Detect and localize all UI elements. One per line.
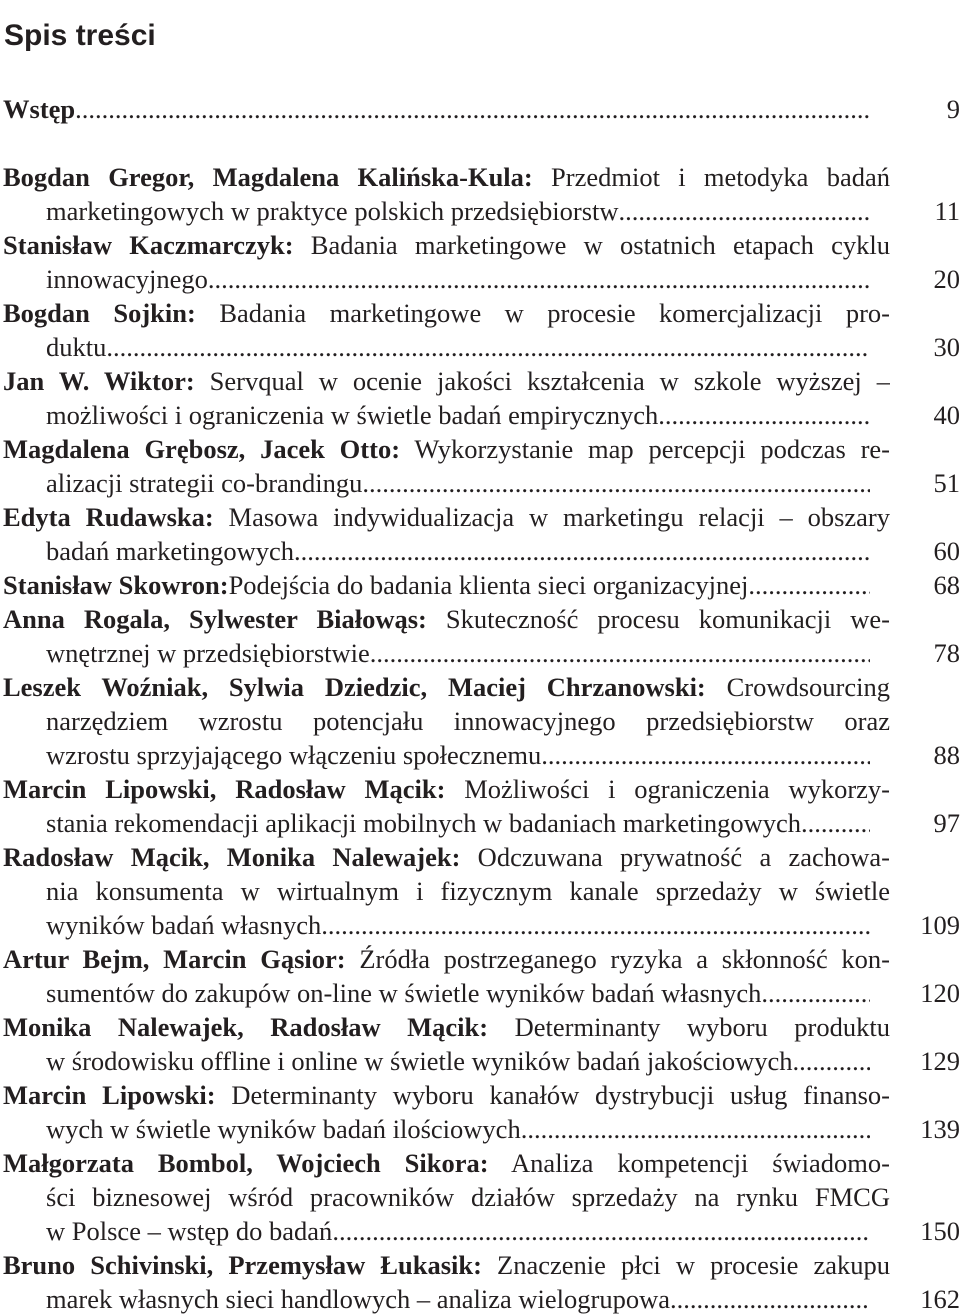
toc-entry-last-line xyxy=(3,636,960,670)
toc-entry-title-part: Podejścia do badania klienta sieci organizacyjnej xyxy=(228,570,749,600)
toc-entry-title-part: Odczuwana prywatność a zachowa- xyxy=(460,842,890,872)
toc-entry-title-part: wych w świetle wyników badań ilościowych xyxy=(46,1114,521,1144)
dot-leader xyxy=(801,806,870,840)
toc-entry-line xyxy=(3,500,890,534)
toc-entry-line xyxy=(3,432,890,466)
page-number: 9 xyxy=(946,94,960,124)
toc-entry-last-line xyxy=(3,398,960,432)
toc-entry-line xyxy=(3,704,890,738)
page-number: 51 xyxy=(933,468,960,498)
toc-entry[interactable] xyxy=(3,602,960,670)
dot-leader xyxy=(106,330,870,364)
toc-entry-authors: Artur Bejm, Marcin Gąsior: xyxy=(3,944,346,974)
toc-entry-authors: Stanisław Kaczmarczyk: xyxy=(3,230,294,260)
toc-entry-title-part: marketingowych w praktyce polskich przedsiębiorstw xyxy=(46,196,619,226)
toc-entry-title-part: Możliwości i ograniczenia wykorzy- xyxy=(445,774,890,804)
toc-entry-line xyxy=(3,772,890,806)
dot-leader xyxy=(619,194,870,228)
toc-entry[interactable] xyxy=(3,500,960,568)
toc-entry-line xyxy=(3,602,890,636)
page-number: 88 xyxy=(933,740,960,770)
dot-leader xyxy=(332,1214,870,1248)
toc-entry[interactable] xyxy=(3,1010,960,1078)
toc-entry-title-part: nia konsumenta w wirtualnym i fizycznym kanale sprzedaży w świetle xyxy=(46,876,890,906)
dot-leader xyxy=(658,398,870,432)
toc-entry[interactable] xyxy=(3,772,960,840)
toc-entry-authors: Marcin Lipowski: xyxy=(3,1080,216,1110)
toc-entry-title-part: Przedmiot i metodyka badań xyxy=(532,162,890,192)
toc-entry-authors: Leszek Woźniak, Sylwia Dziedzic, Maciej Chrzanowski: xyxy=(3,672,706,702)
page-number: 20 xyxy=(933,264,960,294)
page-number: 109 xyxy=(920,910,960,940)
dot-leader xyxy=(670,1282,870,1316)
toc-entry-last-line xyxy=(3,806,960,840)
page-number: 162 xyxy=(920,1284,960,1314)
toc-entry-title-part: Wykorzystanie map percepcji podczas re- xyxy=(400,434,890,464)
page-title: Spis treści xyxy=(4,19,156,53)
toc-entry[interactable] xyxy=(3,432,960,500)
toc-entry-line xyxy=(3,228,890,262)
toc-entry-authors: Marcin Lipowski, Radosław Mącik: xyxy=(3,774,446,804)
toc-entry-authors: Radosław Mącik, Monika Nalewajek: xyxy=(3,842,461,872)
page-number: 129 xyxy=(920,1046,960,1076)
toc-entry-authors: Edyta Rudawska: xyxy=(3,502,214,532)
table-of-contents xyxy=(3,92,960,1316)
toc-entry-line xyxy=(3,670,890,704)
toc-entry-title-part: Crowdsourcing xyxy=(705,672,890,702)
toc-entry-title-part: Skuteczność procesu komunikacji we- xyxy=(426,604,890,634)
toc-entry-line xyxy=(3,942,890,976)
toc-entry-last-line xyxy=(3,194,960,228)
toc-entry[interactable] xyxy=(3,670,960,772)
toc-entry-line xyxy=(3,1146,890,1180)
toc-entry-authors: Wstęp xyxy=(3,94,76,124)
toc-entry[interactable] xyxy=(3,92,960,126)
toc-entry-title-part: Determinanty wyboru kanałów dystrybucji usług finanso- xyxy=(215,1080,890,1110)
dot-leader xyxy=(362,466,870,500)
toc-entry-last-line xyxy=(3,92,960,126)
toc-entry-line xyxy=(3,296,890,330)
toc-entry-line xyxy=(3,1180,890,1214)
toc-entry-last-line xyxy=(3,330,960,364)
toc-entry-last-line xyxy=(3,976,960,1010)
toc-entry-authors: Magdalena Grębosz, Jacek Otto: xyxy=(3,434,401,464)
toc-entry[interactable] xyxy=(3,840,960,942)
page-number: 68 xyxy=(933,570,960,600)
page-number: 150 xyxy=(920,1216,960,1246)
dot-leader xyxy=(793,1044,870,1078)
dot-leader xyxy=(75,92,870,126)
dot-leader xyxy=(321,908,870,942)
page-number: 120 xyxy=(920,978,960,1008)
toc-entry-title-part: Badania marketingowe w ostatnich etapach cyklu xyxy=(293,230,890,260)
toc-entry-title-part: sumentów do zakupów on-line w świetle wyników badań własnych xyxy=(46,978,762,1008)
toc-entry-last-line xyxy=(3,1044,960,1078)
toc-entry-authors: Małgorzata Bombol, Wojciech Sikora: xyxy=(3,1148,489,1178)
toc-entry-title-part: Analiza kompetencji świadomo- xyxy=(488,1148,890,1178)
page-number: 139 xyxy=(920,1114,960,1144)
dot-leader xyxy=(541,738,870,772)
dot-leader xyxy=(370,636,870,670)
toc-entry-title-part: możliwości i ograniczenia w świetle badań empirycznych xyxy=(46,400,659,430)
toc-entry[interactable] xyxy=(3,296,960,364)
toc-entry[interactable] xyxy=(3,568,960,602)
toc-entry-title-part: badań marketingowych xyxy=(46,536,294,566)
page-number: 60 xyxy=(933,536,960,566)
toc-entry-title-part: Źródła postrzeganego ryzyka a skłonność kon- xyxy=(345,944,890,974)
toc-entry-title-part: alizacji strategii co-brandingu xyxy=(46,468,363,498)
toc-entry-line xyxy=(3,364,890,398)
page-number: 97 xyxy=(933,808,960,838)
dot-leader xyxy=(294,534,870,568)
toc-entry[interactable] xyxy=(3,1248,960,1316)
page-number: 30 xyxy=(933,332,960,362)
toc-entry-title-part: ści biznesowej wśród pracowników działów sprzedaży na rynku FMCG xyxy=(46,1182,890,1212)
toc-entry[interactable] xyxy=(3,228,960,296)
toc-entry-last-line xyxy=(3,262,960,296)
toc-entry-authors: Bruno Schivinski, Przemysław Łukasik: xyxy=(3,1250,482,1280)
toc-entry-last-line xyxy=(3,466,960,500)
toc-entry-title-part: Badania marketingowe w procesie komercjalizacji pro- xyxy=(195,298,890,328)
toc-entry[interactable] xyxy=(3,942,960,1010)
toc-entry-line xyxy=(3,840,890,874)
toc-entry-authors: Anna Rogala, Sylwester Białowąs: xyxy=(3,604,427,634)
toc-entry[interactable] xyxy=(3,364,960,432)
dot-leader xyxy=(521,1112,870,1146)
dot-leader xyxy=(761,976,870,1010)
toc-entry[interactable] xyxy=(3,1078,960,1146)
toc-entry-line xyxy=(3,874,890,908)
toc-entry-title-part: Determinanty wyboru produktu xyxy=(488,1012,890,1042)
toc-entry-last-line xyxy=(3,568,960,602)
toc-entry-authors: Bogdan Gregor, Magdalena Kalińska-Kula: xyxy=(3,162,533,192)
toc-entry-authors: Bogdan Sojkin: xyxy=(3,298,196,328)
toc-entry-line xyxy=(3,160,890,194)
toc-entry-title-part: Znaczenie płci w procesie zakupu xyxy=(481,1250,890,1280)
toc-entry-last-line xyxy=(3,1112,960,1146)
dot-leader xyxy=(208,262,870,296)
page-number: 78 xyxy=(933,638,960,668)
toc-entry-line xyxy=(3,1248,890,1282)
toc-entry-last-line xyxy=(3,908,960,942)
toc-entry-title-part: Servqual w ocenie jakości kształcenia w szkole wyższej – xyxy=(194,366,890,396)
page-number: 40 xyxy=(933,400,960,430)
toc-entry-title-part: duktu xyxy=(46,332,107,362)
toc-entry-last-line xyxy=(3,738,960,772)
toc-entry-authors: Stanisław Skowron: xyxy=(3,570,229,600)
toc-entry-title-part: wzrostu sprzyjającego włączeniu społecznemu xyxy=(46,740,542,770)
toc-entry-last-line xyxy=(3,1214,960,1248)
dot-leader xyxy=(748,568,870,602)
toc-entry-line xyxy=(3,1010,890,1044)
toc-entry-title-part: marek własnych sieci handlowych – analiza wielogrupowa xyxy=(46,1284,671,1314)
toc-entry-title-part: innowacyjnego xyxy=(46,264,208,294)
toc-entry-title-part: narzędziem wzrostu potencjału innowacyjnego przedsiębiorstw oraz xyxy=(46,706,890,736)
toc-entry-title-part: wyników badań własnych xyxy=(46,910,322,940)
toc-entry-last-line xyxy=(3,534,960,568)
toc-entry-title-part: Masowa indywidualizacja w marketingu relacji – obszary xyxy=(213,502,890,532)
toc-entry-title-part: stania rekomendacji aplikacji mobilnych w badaniach marketingowych xyxy=(46,808,801,838)
toc-entry-title-part: w środowisku offline i online w świetle wyników badań jakościowych xyxy=(46,1046,793,1076)
toc-entry[interactable] xyxy=(3,160,960,228)
toc-entry-authors: Monika Nalewajek, Radosław Mącik: xyxy=(3,1012,489,1042)
toc-entry[interactable] xyxy=(3,1146,960,1248)
toc-entry-authors: Jan W. Wiktor: xyxy=(3,366,195,396)
toc-entry-title-part: w Polsce – wstęp do badań xyxy=(46,1216,333,1246)
toc-entry-last-line xyxy=(3,1282,960,1316)
toc-entry-title-part: wnętrznej w przedsiębiorstwie xyxy=(46,638,370,668)
toc-entry-line xyxy=(3,1078,890,1112)
page-number: 11 xyxy=(934,196,960,226)
